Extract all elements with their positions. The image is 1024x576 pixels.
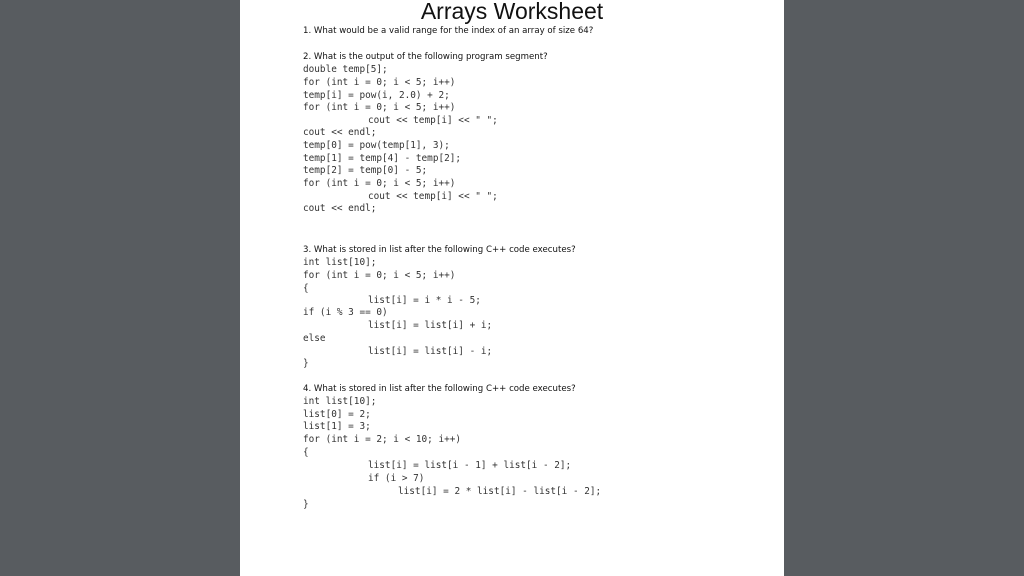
question-4-prompt: 4. What is stored in list after the following C++ code executes?: [303, 384, 576, 394]
code-line: list[i] = list[i - 1] + list[i - 2];: [368, 460, 572, 471]
code-line: temp[2] = temp[0] - 5;: [303, 165, 428, 176]
code-line: for (int i = 0; i < 5; i++): [303, 102, 456, 113]
code-line: temp[i] = pow(i, 2.0) + 2;: [303, 90, 450, 101]
code-line: list[1] = 3;: [303, 421, 371, 432]
code-line: if (i > 7): [368, 473, 425, 484]
code-line: for (int i = 0; i < 5; i++): [303, 178, 456, 189]
code-line: list[0] = 2;: [303, 409, 371, 420]
code-line: cout << temp[i] << " ";: [368, 191, 498, 202]
code-line: temp[0] = pow(temp[1], 3);: [303, 140, 450, 151]
code-line: list[i] = i * i - 5;: [368, 295, 481, 306]
code-line: cout << endl;: [303, 203, 377, 214]
code-line: cout << endl;: [303, 127, 377, 138]
code-line: list[i] = list[i] + i;: [368, 320, 493, 331]
code-line: int list[10];: [303, 257, 377, 268]
code-line: temp[1] = temp[4] - temp[2];: [303, 153, 462, 164]
code-line: {: [303, 283, 309, 294]
worksheet-page: [240, 0, 784, 576]
question-2-prompt: 2. What is the output of the following program segment?: [303, 52, 548, 62]
code-line: cout << temp[i] << " ";: [368, 115, 498, 126]
page-title: Arrays Worksheet: [420, 0, 604, 24]
code-line: if (i % 3 == 0): [303, 307, 388, 318]
code-line: for (int i = 0; i < 5; i++): [303, 270, 456, 281]
code-line: else: [303, 333, 326, 344]
code-line: }: [303, 358, 309, 369]
code-line: for (int i = 0; i < 5; i++): [303, 77, 456, 88]
code-line: int list[10];: [303, 396, 377, 407]
code-line: for (int i = 2; i < 10; i++): [303, 434, 462, 445]
code-line: list[i] = 2 * list[i] - list[i - 2];: [398, 486, 602, 497]
code-line: double temp[5];: [303, 64, 388, 75]
question-3-prompt: 3. What is stored in list after the following C++ code executes?: [303, 245, 576, 255]
code-line: list[i] = list[i] - i;: [368, 346, 493, 357]
question-1: 1. What would be a valid range for the index of an array of size 64?: [303, 26, 594, 36]
code-line: }: [303, 499, 309, 510]
code-line: {: [303, 447, 309, 458]
